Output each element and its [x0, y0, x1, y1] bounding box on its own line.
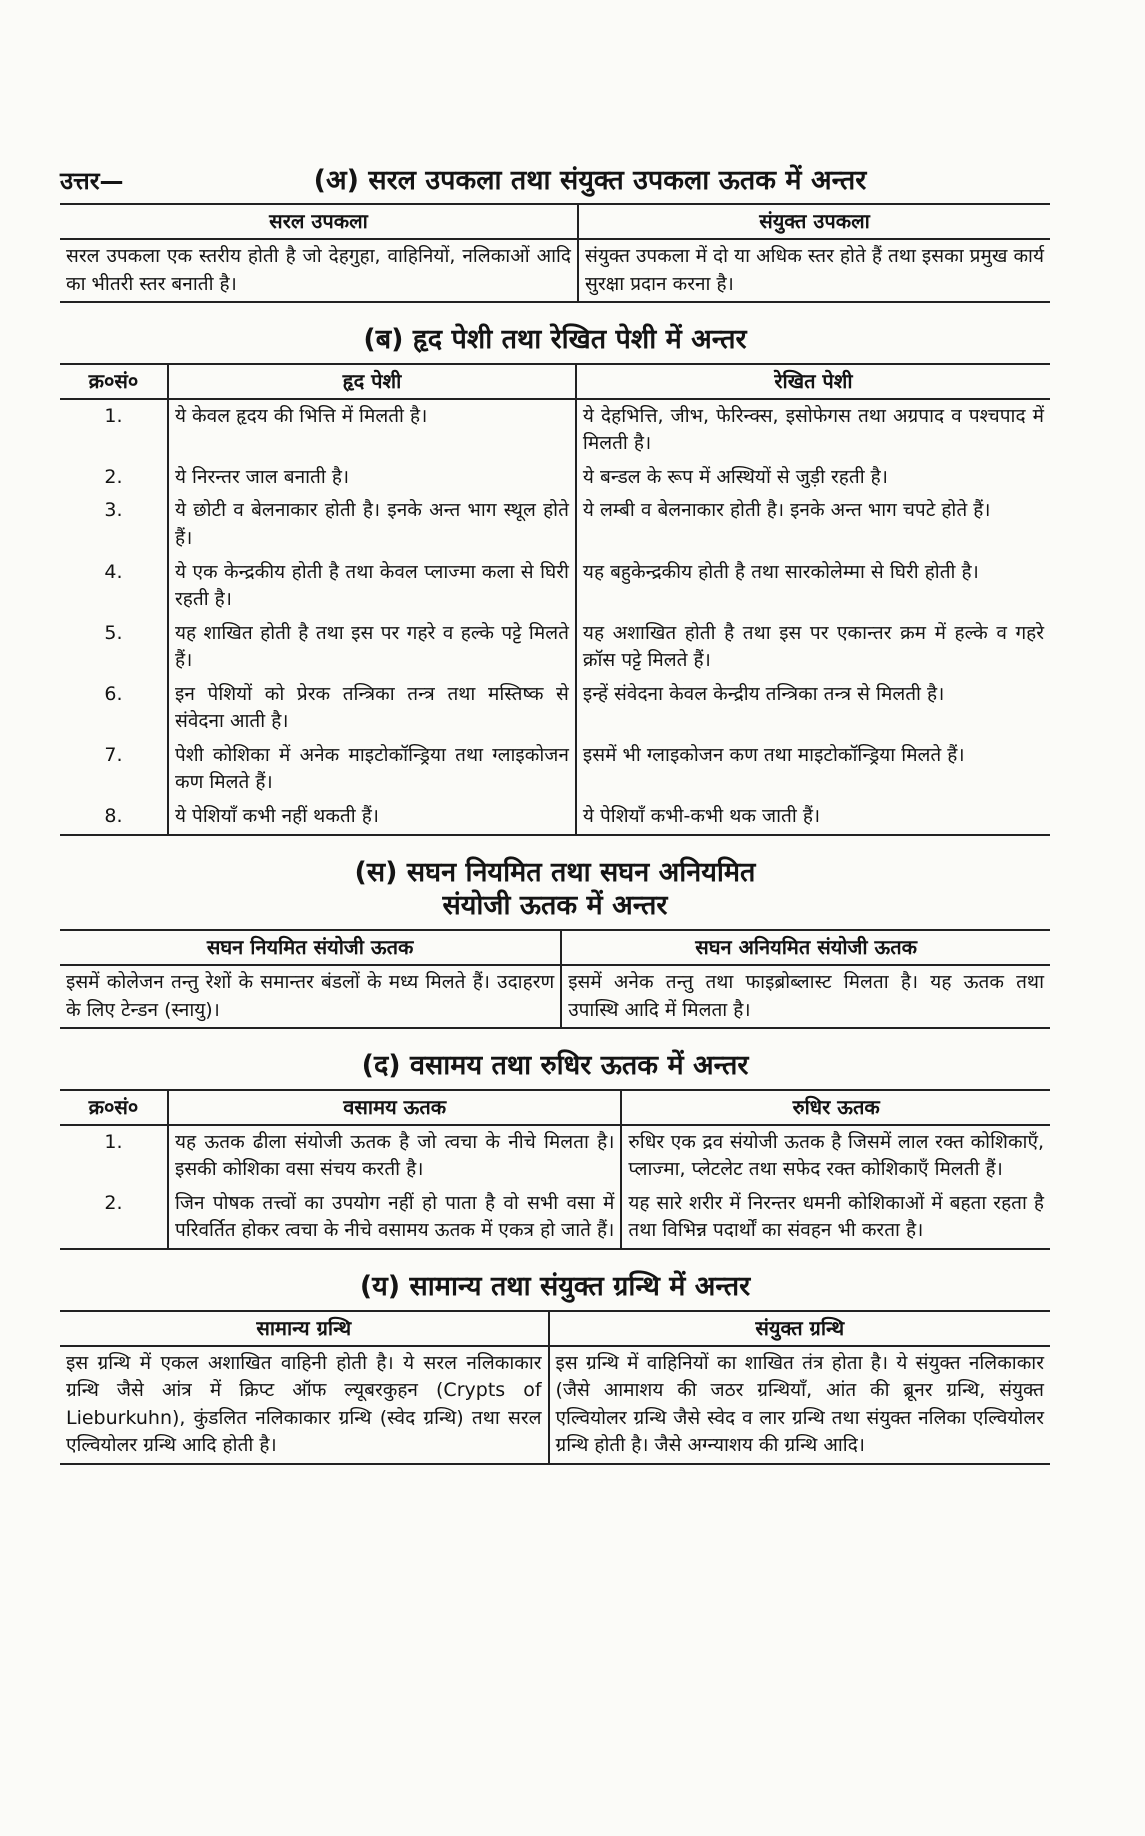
row-number: 2. — [104, 465, 123, 488]
table-header: सघन अनियमित संयोजी ऊतक — [561, 930, 1050, 965]
table-cell: रुधिर एक द्रव संयोजी ऊतक है जिसमें लाल रक्त कोशिकाएँ, प्लाज्मा, प्लेटलेट तथा सफेद रक्त कोशिकाएँ मिलती हैं। — [621, 1125, 1050, 1187]
row-number: 2. — [60, 1187, 168, 1249]
table-cell: यह सारे शरीर में निरन्तर धमनी कोशिकाओं में बहता रहता है तथा विभिन्न पदार्थों का संवहन भी करता है। — [621, 1187, 1050, 1249]
table-cell: ये लम्बी व बेलनाकार होती है। इनके अन्त भाग चपटे होते हैं। — [576, 494, 1050, 555]
table-cell: ये पेशियाँ कभी नहीं थकती हैं। — [168, 800, 576, 835]
table-cell: इसमें भी ग्लाइकोजन कण तथा माइटोकॉन्ड्रिया मिलते हैं। — [576, 739, 1050, 800]
table-header: क्र०सं० — [60, 1090, 168, 1125]
table-cell: संयुक्त उपकला में दो या अधिक स्तर होते हैं तथा इसका प्रमुख कार्य सुरक्षा प्रदान करना है। — [578, 239, 1050, 302]
table-row — [60, 556, 1050, 617]
table-cell: यह शाखित होती है तथा इस पर गहरे व हल्के पट्टे मिलते हैं। — [168, 617, 576, 678]
row-number: 7. — [104, 743, 123, 766]
section-a-table — [60, 203, 1050, 303]
table-row — [60, 739, 1050, 800]
answer-header — [60, 160, 1050, 197]
row-number: 1. — [104, 404, 123, 427]
table-cell: इन्हें संवेदना केवल केन्द्रीय तन्त्रिका तन्त्र से मिलती है। — [576, 678, 1050, 739]
section-c-title-line2: संयोजी ऊतक में अन्तर — [442, 890, 668, 922]
table-row — [60, 461, 1050, 495]
table-cell: पेशी कोशिका में अनेक माइटोकॉन्ड्रिया तथा ग्लाइकोजन कण मिलते हैं। — [168, 739, 576, 800]
row-number: 3. — [104, 499, 123, 522]
table-cell: ये केवल हृदय की भित्ति में मिलती है। — [168, 399, 576, 461]
table-cell: ये छोटी व बेलनाकार होती है। इनके अन्त भाग स्थूल होते हैं। — [168, 494, 576, 555]
table-row — [60, 399, 1050, 461]
table-header: रुधिर ऊतक — [621, 1090, 1050, 1125]
table-cell: ये निरन्तर जाल बनाती है। — [168, 461, 576, 495]
table-cell: इसमें अनेक तन्तु तथा फाइब्रोब्लास्ट मिलता है। यह ऊतक तथा उपास्थि आदि में मिलता है। — [561, 965, 1050, 1028]
table-cell: ये एक केन्द्रकीय होती है तथा केवल प्लाज्मा कला से घिरी रहती है। — [168, 556, 576, 617]
table-cell: यह अशाखित होती है तथा इस पर एकान्तर क्रम में हल्के व गहरे क्रॉस पट्टे मिलते हैं। — [576, 617, 1050, 678]
section-b-title: (ब) हृद पेशी तथा रेखित पेशी में अन्तर — [363, 324, 747, 356]
row-number: 8. — [60, 800, 168, 835]
table-row — [60, 1125, 1050, 1187]
section-d-table — [60, 1089, 1050, 1250]
table-header: संयुक्त उपकला — [578, 204, 1050, 239]
table-cell: ये पेशियाँ कभी-कभी थक जाती हैं। — [576, 800, 1050, 835]
table-cell: ये देहभित्ति, जीभ, फेरिन्क्स, इसोफेगस तथा अग्रपाद व पश्चपाद में मिलती है। — [576, 399, 1050, 461]
row-number: 1. — [104, 1130, 123, 1153]
row-number: 6. — [104, 682, 123, 705]
table-cell: इस ग्रन्थि में एकल अशाखित वाहिनी होती है। ये सरल नलिकाकार ग्रन्थि जैसे आंत्र में क्रिप्ट ऑफ ल्यूबरकुहन (Crypts of Lieburkuhn), कुंडलित नलिकाकार ग्रन्थि (स्वेद ग्रन्थि) तथा सरल एल्वियोलर ग्रन्थि आदि होती है। — [60, 1346, 549, 1464]
table-header: रेखित पेशी — [576, 364, 1050, 399]
row-number: 4. — [104, 560, 123, 583]
table-row — [60, 800, 1050, 835]
table-cell: यह बहुकेन्द्रकीय होती है तथा सारकोलेम्मा से घिरी होती है। — [576, 556, 1050, 617]
section-c-title — [60, 856, 1050, 924]
table-header: सामान्य ग्रन्थि — [60, 1311, 549, 1346]
table-row — [60, 617, 1050, 678]
table-cell: इस ग्रन्थि में वाहिनियों का शाखित तंत्र होता है। ये संयुक्त नलिकाकार (जैसे आमाशय की जठर ग्रन्थियाँ, आंत की ब्रूनर ग्रन्थि, संयुक्त एल्वियोलर ग्रन्थि जैसे स्वेद व लार ग्रन्थि तथा संयुक्त नलिका एल्वियोलर ग्रन्थि होती है। जैसे अग्न्याशय की ग्रन्थि आदि। — [549, 1346, 1050, 1464]
table-cell: यह ऊतक ढीला संयोजी ऊतक है जो त्वचा के नीचे मिलता है। इसकी कोशिका वसा संचय करती है। — [168, 1125, 621, 1187]
table-header: वसामय ऊतक — [168, 1090, 621, 1125]
section-c-title-line1: (स) सघन नियमित तथा सघन अनियमित — [354, 856, 756, 888]
row-number: 5. — [104, 621, 123, 644]
table-cell: इसमें कोलेजन तन्तु रेशों के समान्तर बंडलों के मध्य मिलते हैं। उदाहरण के लिए टेन्डन (स्नायु)। — [60, 965, 561, 1028]
table-header: हृद पेशी — [168, 364, 576, 399]
table-header: सघन नियमित संयोजी ऊतक — [60, 930, 561, 965]
table-row — [60, 1187, 1050, 1249]
table-header: सरल उपकला — [60, 204, 578, 239]
table-row — [60, 678, 1050, 739]
section-b-table — [60, 363, 1050, 836]
section-c-table — [60, 929, 1050, 1029]
section-e-title: (य) सामान्य तथा संयुक्त ग्रन्थि में अन्तर — [359, 1271, 751, 1303]
answer-label: उत्तर— — [60, 167, 124, 195]
table-row — [60, 965, 1050, 1028]
section-d-title: (द) वसामय तथा रुधिर ऊतक में अन्तर — [361, 1050, 749, 1082]
table-row — [60, 494, 1050, 555]
table-row — [60, 239, 1050, 302]
table-row — [60, 1346, 1050, 1464]
section-a-title: (अ) सरल उपकला तथा संयुक्त उपकला ऊतक में अन्तर — [313, 165, 867, 196]
page — [60, 160, 1050, 1465]
table-cell: इन पेशियों को प्रेरक तन्त्रिका तन्त्र तथा मस्तिष्क से संवेदना आती है। — [168, 678, 576, 739]
table-cell: ये बन्डल के रूप में अस्थियों से जुड़ी रहती है। — [576, 461, 1050, 495]
table-cell: जिन पोषक तत्त्वों का उपयोग नहीं हो पाता है वो सभी वसा में परिवर्तित होकर त्वचा के नीचे वसामय ऊतक में एकत्र हो जाते हैं। — [168, 1187, 621, 1249]
section-e-table — [60, 1310, 1050, 1465]
table-header: संयुक्त ग्रन्थि — [549, 1311, 1050, 1346]
table-header: क्र०सं० — [60, 364, 168, 399]
table-cell: सरल उपकला एक स्तरीय होती है जो देहगुहा, वाहिनियों, नलिकाओं आदि का भीतरी स्तर बनाती है। — [60, 239, 578, 302]
